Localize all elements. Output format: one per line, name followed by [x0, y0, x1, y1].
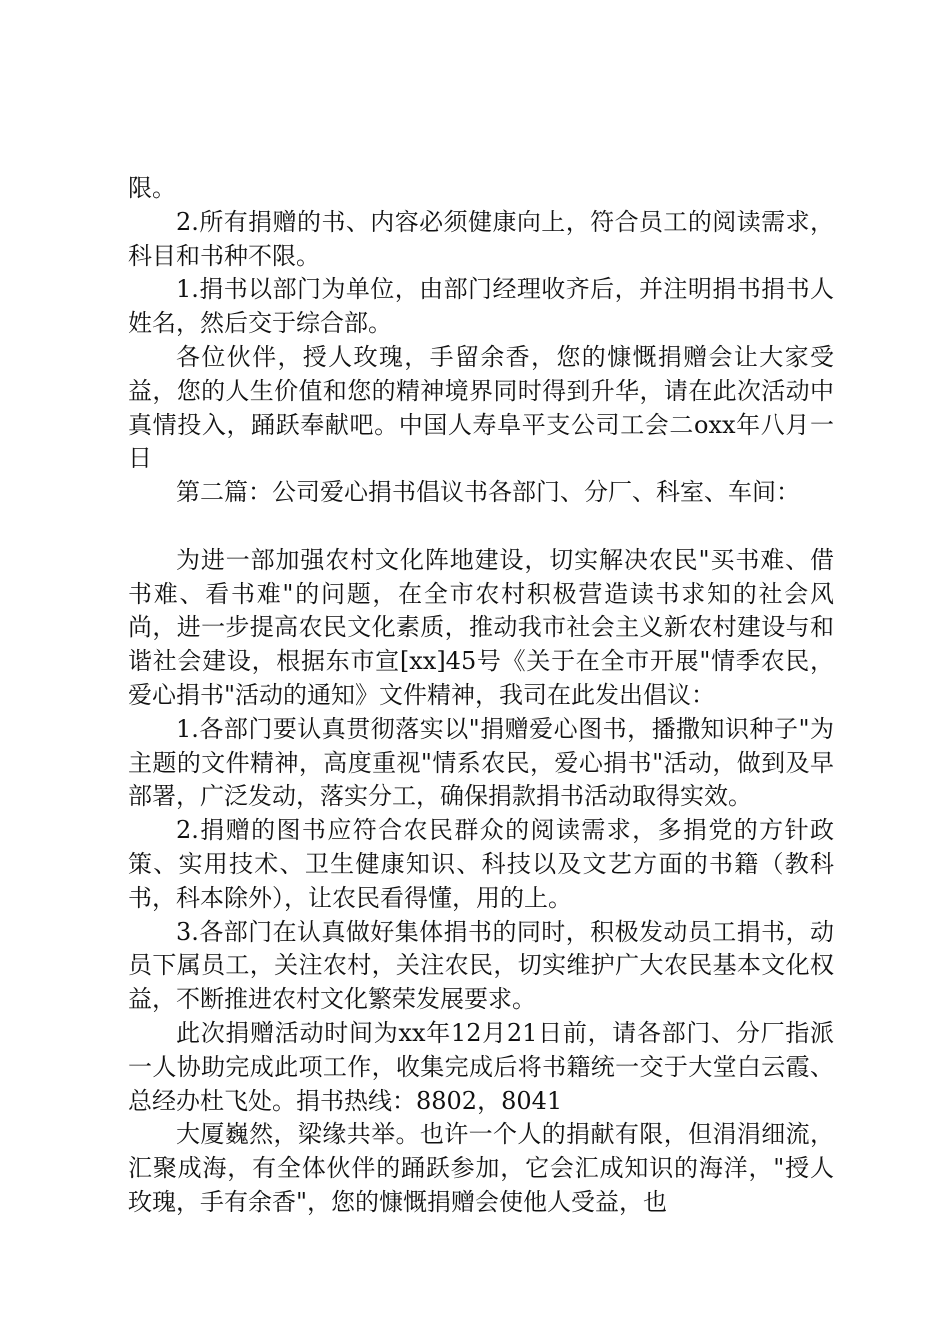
paragraph-7: 1.各部门要认真贯彻落实以"捐赠爱心图书，播撒知识种子"为主题的文件精神，高度重视"情系农民，爱心捐书"活动，做到及早部署，广泛发动，落实分工，确保捐款捐书活动取得实效。 [128, 714, 834, 811]
paragraph-4: 各位伙伴，授人玫瑰，手留余香，您的慷慨捐赠会让大家受益，您的人生价值和您的精神境界同时得到升华，请在此次活动中真情投入，踊跃奉献吧。中国人寿阜平支公司工会二oxx年八月一日 [128, 342, 834, 473]
document-body [128, 172, 834, 1220]
paragraph-11: 大厦巍然，梁缘共举。也许一个人的捐献有限，但涓涓细流，汇聚成海，有全体伙伴的踊跃参加，它会汇成知识的海洋，"授人玫瑰，手有余香"，您的慷慨捐赠会使他人受益，也 [128, 1120, 834, 1216]
paragraph-10: 此次捐赠活动时间为xx年12月21日前，请各部门、分厂指派一人协助完成此项工作，收集完成后将书籍统一交于大堂白云霞、总经办杜飞处。捐书热线：8802，8041 [128, 1018, 834, 1115]
paragraph-1: 限。 [128, 174, 176, 202]
paragraph-2: 2.所有捐赠的书、内容必须健康向上，符合员工的阅读需求，科目和书种不限。 [128, 207, 834, 270]
section-heading: 第二篇：公司爱心捐书倡议书各部门、分厂、科室、车间： [176, 478, 800, 507]
paragraph-6: 为进一部加强农村文化阵地建设，切实解决农民"买书难、借书难、看书难"的问题，在全市农村积极营造读书求知的社会风尚，进一步提高农民文化素质，推动我市社会主义新农村建设与和谐社会建设，根据东市宣[xx]45号《关于在全市开展"情季农民，爱心捐书"活动的通知》文件精神，我司在此发出倡议： [128, 545, 834, 709]
paragraph-3: 1.捐书以部门为单位，由部门经理收齐后，并注明捐书捐书人姓名，然后交于综合部。 [128, 275, 834, 338]
paragraph-9: 3.各部门在认真做好集体捐书的同时，积极发动员工捐书，动员下属员工，关注农村，关注农民，切实维护广大农民基本文化权益，不断推进农村文化繁荣发展要求。 [128, 917, 834, 1014]
blank-line [128, 510, 834, 544]
paragraph-8: 2.捐赠的图书应符合农民群众的阅读需求，多捐党的方针政策、实用技术、卫生健康知识、科技以及文艺方面的书籍（教科书，科本除外），让农民看得懂，用的上。 [128, 816, 834, 912]
